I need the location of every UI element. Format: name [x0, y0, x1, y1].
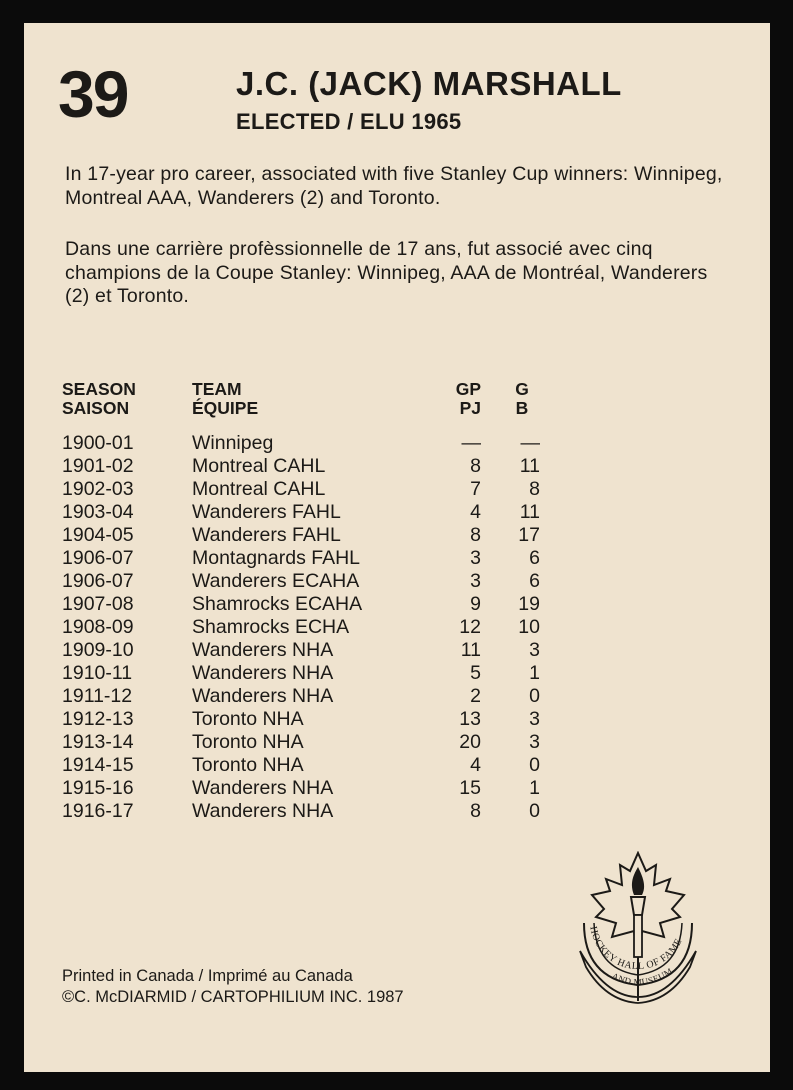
- g-cell: 3: [529, 708, 540, 730]
- team-cell: Wanderers NHA: [192, 662, 334, 684]
- team-cell: Shamrocks ECHA: [192, 616, 350, 638]
- gp-cell: 3: [470, 570, 481, 592]
- g-cell: —: [520, 432, 540, 454]
- season-cell: 1900-01: [62, 432, 134, 454]
- bio-french: Dans une carrière profèssionnelle de 17 ans, fut associé avec cinq champions de la Coupe Stanley: Winnipeg, AAA de Montréal, Wanderers (2) et Toronto.: [65, 238, 708, 307]
- g-cell: 0: [529, 685, 540, 707]
- hockey-hall-of-fame-torch-icon: [576, 851, 700, 1005]
- header-g-en: G: [515, 379, 529, 399]
- gp-cell: 8: [470, 524, 481, 546]
- gp-cell: 15: [459, 777, 481, 799]
- gp-cell: 2: [470, 685, 481, 707]
- gp-cell: 8: [470, 455, 481, 477]
- season-cell: 1913-14: [62, 731, 134, 753]
- g-cell: 11: [519, 455, 540, 477]
- team-cell: Toronto NHA: [192, 731, 304, 753]
- header-g-fr: B: [515, 398, 529, 418]
- season-cell: 1914-15: [62, 754, 134, 776]
- header-team: [192, 380, 258, 418]
- gp-cell: —: [461, 432, 481, 454]
- season-cell: 1911-12: [62, 685, 133, 707]
- gp-cell: 11: [460, 639, 481, 661]
- season-cell: 1906-07: [62, 547, 134, 569]
- gp-cell: 12: [459, 616, 481, 638]
- team-cell: Montagnards FAHL: [192, 547, 361, 569]
- season-cell: 1904-05: [62, 524, 134, 546]
- logo-text-top: HOCKEY HALL OF FAME: [587, 925, 685, 973]
- g-cell: 19: [518, 593, 540, 615]
- g-cell: 6: [529, 547, 540, 569]
- elected-year: ELECTED / ELU 1965: [236, 109, 462, 134]
- gp-cell: 20: [459, 731, 481, 753]
- header-season: [62, 380, 136, 418]
- season-cell: 1908-09: [62, 616, 134, 638]
- copyright: ©C. McDIARMID / CARTOPHILIUM INC. 1987: [62, 988, 404, 1006]
- g-cell: 0: [529, 754, 540, 776]
- g-cell: 1: [529, 662, 540, 684]
- team-cell: Wanderers NHA: [192, 685, 334, 707]
- header-team-en: TEAM: [192, 379, 242, 399]
- footer: [62, 966, 404, 1008]
- season-cell: 1915-16: [62, 777, 134, 799]
- season-cell: 1912-13: [62, 708, 134, 730]
- gp-cell: 7: [470, 478, 481, 500]
- g-cell: 1: [529, 777, 540, 799]
- team-cell: Montreal CAHL: [192, 478, 326, 500]
- gp-cell: 3: [470, 547, 481, 569]
- g-cell: 10: [518, 616, 540, 638]
- season-cell: 1910-11: [62, 662, 133, 684]
- header-season-en: SEASON: [62, 379, 136, 399]
- team-cell: Toronto NHA: [192, 754, 304, 776]
- team-cell: Toronto NHA: [192, 708, 304, 730]
- team-cell: Montreal CAHL: [192, 455, 326, 477]
- team-cell: Wanderers NHA: [192, 639, 334, 661]
- g-cell: 11: [519, 501, 540, 523]
- season-cell: 1907-08: [62, 593, 134, 615]
- logo-text-bottom: AND MUSEUM: [610, 965, 675, 988]
- g-cell: 6: [529, 570, 540, 592]
- g-cell: 3: [529, 731, 540, 753]
- header-gp: [429, 380, 481, 418]
- header-gp-fr: PJ: [459, 398, 481, 418]
- season-cell: 1909-10: [62, 639, 134, 661]
- team-cell: Wanderers NHA: [192, 777, 334, 799]
- gp-cell: 5: [470, 662, 481, 684]
- season-cell: 1906-07: [62, 570, 134, 592]
- g-cell: 8: [529, 478, 540, 500]
- team-cell: Shamrocks ECAHA: [192, 593, 363, 615]
- gp-cell: 8: [470, 800, 481, 822]
- team-cell: Winnipeg: [192, 432, 274, 454]
- g-cell: 3: [529, 639, 540, 661]
- gp-cell: 4: [470, 754, 481, 776]
- team-cell: Wanderers FAHL: [192, 524, 341, 546]
- card-number: 39: [58, 57, 128, 131]
- printed-in-canada: Printed in Canada / Imprimé au Canada: [62, 967, 353, 985]
- trading-card-back: [24, 23, 770, 1072]
- header-g: [504, 380, 540, 418]
- season-cell: 1901-02: [62, 455, 134, 477]
- player-name: J.C. (JACK) MARSHALL: [236, 65, 622, 102]
- g-cell: 17: [518, 524, 540, 546]
- bio-english: In 17-year pro career, associated with five Stanley Cup winners: Winnipeg, Montreal AAA, Wanderers (2) and Toronto.: [65, 163, 723, 209]
- gp-cell: 4: [470, 501, 481, 523]
- g-cell: 0: [529, 800, 540, 822]
- season-cell: 1916-17: [62, 800, 134, 822]
- season-cell: 1902-03: [62, 478, 134, 500]
- gp-cell: 13: [459, 708, 481, 730]
- header-team-fr: ÉQUIPE: [192, 398, 259, 418]
- header-gp-en: GP: [455, 379, 481, 399]
- team-cell: Wanderers NHA: [192, 800, 334, 822]
- gp-cell: 9: [470, 593, 481, 615]
- team-cell: Wanderers FAHL: [192, 501, 341, 523]
- team-cell: Wanderers ECAHA: [192, 570, 360, 592]
- header-season-fr: SAISON: [62, 398, 130, 418]
- season-cell: 1903-04: [62, 501, 134, 523]
